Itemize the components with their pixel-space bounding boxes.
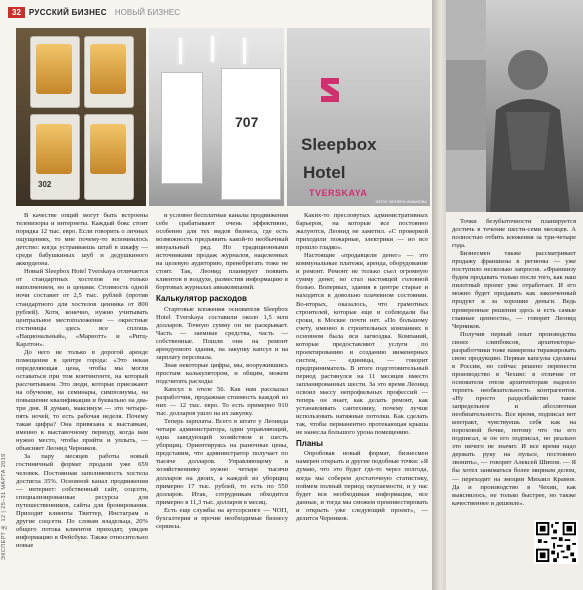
capsule-panel [221, 68, 281, 200]
page-number: 32 [8, 7, 25, 18]
ceiling-light [211, 36, 214, 62]
text-column-3 [296, 212, 428, 523]
capsule-window [36, 124, 72, 174]
photo-credit: ФОТО: ВЕНЕРА ИМАМОВА [375, 199, 427, 204]
corridor-photo [149, 28, 284, 206]
paragraph: Настоящие «продавцели денег» — это коммунальные платежи, аренда, оборудование и ремонт. Ремонт не только съел огромную сумму денег, но стал настоящей головной болью. Вопервых, здания в центре старые и находятся в довольно плачевном состоянии. Во-вторых, оказалось, что грамотных строителей, которые еще и соблюдали бы сроки, в Москве почти нет. «По большому счету, именно в строительных компаниях в основном была вся загвоздка. Компаний, которые предоставляют услуги по проектированию и созданию инженерных систем, — единицы, — говорит предприниматель. В итоге подготовительный период растянулся на 11 месяцев вместо запланированных шести. За это время Леонид освоил массу непрофильных профессий — теперь он знает, как делать ремонт, как устанавливать сантехнику, почему лучше использовать натяжные потолки. Как сделать так, чтобы перманентно протекающая крыша не нанесла большого урона помещению. [296, 252, 428, 437]
issue-strip: ЭКСПЕРТ № 12 | 25–31 МАРТА 2019 [1, 453, 7, 560]
photo-row [16, 28, 430, 206]
page-spine [432, 0, 446, 590]
paragraph: Новый Sleepbox Hotel Tverskaya отличается от стандартных хостелов не только наполнением, но и ценами. Стоимость одной ночи составит от 2,5 тыс. рублей (против стандартного для хостелов ценника от 800 рублей). Хотя, конечно, нужно учитывать центральное местоположение — окрестные гостиницы здесь все сплошь «Национальный», «Мариотт» и «Ритц-Карлтон». [16, 268, 148, 348]
paragraph: Опробовав новый формат, бизнесмен намерен открыть и другие подобные точки: «Я думаю, что это будет где-то через полгода, когда мы соберем достаточную статистику, поймем полный период окупаемости, и у нас будет вся необходимая информация, все данные, и тогда мы сможем проинвестировать и открыть уже следующий проект», — делится Черников. [296, 450, 428, 522]
capsule-panel [161, 72, 203, 184]
paragraph: В качестве опций могут быть встроены телевизоры и интернеты. Каждый бокс стоит порядка 12 тыс. евро. Если говорить о личных ощущениях, то мне почему-то вспомнилось детство: когда устраиваешь штаб в шкафу — среди бабушкиных шуб и дедушкиного аккордеона. [16, 212, 148, 268]
sleepbox-logo [317, 76, 343, 104]
qr-code[interactable] [534, 520, 578, 564]
paragraph: Зная некоторые цифры, мы, вооружившись простым калькулятором, и общим, можем подсчитать расходы: [156, 361, 288, 385]
qr-code-icon [536, 522, 576, 562]
brand-name-hotel: Hotel [303, 163, 346, 182]
paragraph: За пару месяцев работы новый гостиничный формат продали уже 659 человек. Постоянная заполняемость хостела достигла 35%. Основной канал продвижения — интернет: собственный сайт, соцсети, специализированные ресурсы для путешественников, сайты для бронирования. Приходят клиенты Твиттер, Инстаграм и другие соцсети. По словам владельца, 20% общего потока клиентов приходят, увидев информацию в Фейсбуке. Также относительно новые [16, 453, 148, 549]
paragraph: Есть еще службы на аутсорсинге — ЧОП, бухгалтерия и прочие необходимые бизнесу сервисы. [156, 506, 288, 530]
capsule-window [90, 44, 126, 94]
hotel-sign [295, 66, 395, 198]
paragraph: Получив первый опыт производства своих слипбоксов, архитекторы-разработчики тоже намерены тиражировать свою продукцию. Первые капсулы сделаны в России, но сейчас решено перенести производство в Чехию: в отличие от основателя отеля архитекторам надоело терпеть необязательность контрагентов. «Ну просто раздолбайство такое запредельное и абсолютная необязательность. Все время, подписал вот контракт, чувствуешь себя как на пороховой бочке, потому что ты его подписал, и он его подписал, но реально это ничего не значит. И все время надо держать руку на пульсе, постоянно звонить», — говорит Алексей Шипов. — Я бы хотел заниматься более мирным делом, — переходит на эмоции Михаил Крамов. Да и производство в Чехии, как выяснилось, не только быстрее, но также качественнее и дешевле». [452, 330, 576, 507]
subheading-costs: Калькулятор расходов [156, 294, 247, 304]
capsule-window [36, 44, 72, 94]
text-column-2 [156, 212, 288, 531]
paragraph: и условно бесплатные каналы продвижения себе срабатывают очень эффективно, особенно для тех видов бизнеса, где есть возможность предъявить какой-то необычный визуальный ряд. Но традиционными источниками продаж журналов, нацеленных на целевую аудиторию, пренебрегать тоже не стоит. Так, Леонид планирует появить клиентов в воздухе, разместив информацию в бортовых журналах авиакомпаний. [156, 212, 288, 292]
ceiling-light [179, 38, 182, 64]
capsule-number: 707 [235, 114, 259, 130]
brand-name: Sleepbox [301, 135, 377, 154]
person-photo [446, 0, 583, 212]
ceiling-light [243, 38, 246, 64]
capsule-number: 302 [38, 180, 52, 189]
paragraph: Капсул в отеле 56. Как нам рассказал разработчик, продажная стоимость каждой из них — 12 тыс. евро. То есть примерно 910 тыс. долларов ушло на их закупку. [156, 385, 288, 418]
section-title: РУССКИЙ БИЗНЕС [28, 7, 107, 17]
subsection-title: НОВЫЙ БИЗНЕС [114, 7, 181, 17]
capsule-photo [16, 28, 146, 206]
paragraph: Бизнесмен также рассматривает продажу франшизы в регионы — уже поступило несколько запросов. «Франшизу будем продавать только после того, как наш пилотный проект уже отработает. И его можно будет продавать как законченный продукт и за хорошие деньги. Ведь проверенные решения здесь и есть самые главные ценности», — говорит Леонид Черников. [452, 250, 576, 330]
magazine-page-right [446, 0, 583, 590]
person-figure [446, 0, 583, 212]
paragraph: Стартовые вложения основателя Sleepbox Hotel Tverskaya составили около 1,5 млн долларов. Точную сумму он не раскрывает. Часть — заемные средства, часть — собственные. Пошли они на ремонт арендуемого здания, на закупку капсул и на зарплату персонала. [156, 305, 288, 361]
sign-photo [287, 28, 430, 206]
text-column-right [452, 218, 576, 508]
capsule-window [90, 124, 126, 174]
page-header [8, 4, 180, 20]
text-column-1 [16, 212, 148, 550]
paragraph: Точки безубыточности планируется достичь в течение шести-семи месяцев. А полностью отбить вложения за три-четыре года. [452, 218, 576, 250]
paragraph: До него не только в дорогой аренде помещения в центре города: «Это некая определяющая цена, чтобы мы могли оставаться при том контингенте, на который рассчитываем. Это люди, которые приезжают на обучение, на семинары, симпозиумы, на повышение квалификации и буквально на два-три дня. Я думаю, максимум — это четыре-пять ночей, то есть рабочая неделя. Почему такая цифра? Она привязана к выставкам, именно к выставочному периоду, когда вам нужно место, чтобы прийти и уплыть, — объясняет Леонид Черников. [16, 348, 148, 453]
paragraph: Теперь зарплаты. Всего в штате у Леонида четыре администратора, один управляющий, одна заведующий хозяйством и шесть уборщиц. Ориентируясь на рыночные цены, представим, что администратор получает по тысяче долларов. Управляющему и хозяйственнику нужно четыре тысячи долларов на двоих, а каждой из уборщиц примерно 17 тыс. рублей, то есть по 550 долларов. Итак, сотрудникам обходится примерно в 11,3 тыс. долларов в месяц. [156, 418, 288, 506]
subheading-plans: Планы [296, 439, 323, 449]
paragraph: Каких-то преслoвутых административных барьеров, на которые все постоянно жалуются, Леонид не заметил. «С проверкой приходили пожарные, электрики — но все прошло гладко». [296, 212, 428, 252]
brand-location: TVERSKAYA [309, 188, 368, 198]
